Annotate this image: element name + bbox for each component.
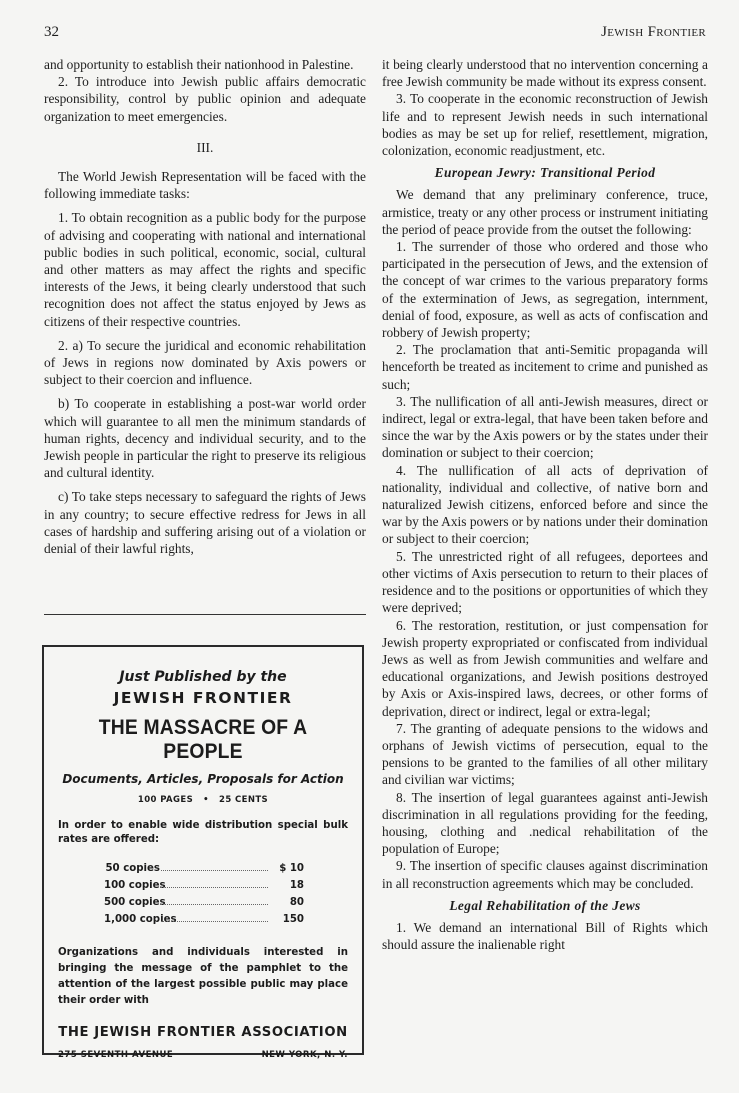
ad-pages: 100 PAGES bbox=[137, 795, 194, 805]
section-subhead: European Jewry: Transitional Period bbox=[434, 165, 656, 181]
list-item: 8. The insertion of legal guarantees against anti-Jewish discrimination in all regulations providing for the feeding, housing, clothing and .nedical rehabilitation of the population of Europe; bbox=[382, 789, 708, 857]
paragraph: it being clearly understood that no intervention concerning a free Jewish community be made without its express consent. bbox=[382, 57, 708, 90]
ad-title: THE MASSACRE OF A PEOPLE bbox=[98, 716, 308, 763]
list-item: 5. The unrestricted right of all refugees, deportees and other victims of Axis persecution to return to their places of residence and to the positions or opportunities of which they were deprived; bbox=[382, 548, 708, 616]
ad-street: 275 SEVENTH AVENUE bbox=[58, 1050, 174, 1060]
dot-leader bbox=[161, 887, 268, 888]
list-item: 6. The restoration, restitution, or just compensation for Jewish property expropriated or confiscated from individual Jews as well as from Jewish communities and welfare and educational organizations, and Jewish positions destroyed by Axis or Axis-inspired laws, decrees, or other forms of deprivation, direct or indirect, legal or extra-legal; bbox=[382, 617, 708, 719]
list-item: 7. The granting of adequate pensions to the widows and orphans of Jewish victims of persecution, equal to the pensions to be granted to the families of all other military and civilian war victims; bbox=[382, 720, 708, 788]
ad-meta bbox=[44, 795, 362, 805]
advertisement-box bbox=[42, 645, 364, 1060]
list-item: 1. The surrender of those who ordered and those who participated in the persecution of Jews, and the extension of the concept of war crimes to the various preparatory forms of the extermination of Jews, as segregation, internment, denial of food, exposure, as well as acts of confiscation and robbery of Jewish property; bbox=[382, 239, 708, 341]
rate-amount: 80 bbox=[289, 897, 304, 908]
list-item: 3. The nullification of all anti-Jewish measures, direct or indirect, legal or extra-legal, that have been taken before and since the war by the Axis powers or by the states under their domination or subject to their coercion; bbox=[382, 393, 708, 461]
rate-row bbox=[104, 914, 304, 931]
left-column bbox=[44, 56, 366, 557]
section-subhead: Legal Rehabilitation of the Jews bbox=[449, 897, 641, 913]
paragraph: 3. To cooperate in the economic reconstruction of Jewish life and to represent Jewish needs in such international bodies as may be set up for relief, resettlement, migration, colonization, economic readjustment, etc. bbox=[382, 91, 708, 159]
rate-quantity: 50 copies bbox=[105, 863, 160, 874]
rate-amount: 150 bbox=[282, 914, 304, 925]
ad-subtitle: Documents, Articles, Proposals for Action bbox=[62, 772, 344, 786]
ad-address bbox=[58, 1050, 348, 1060]
dot-leader bbox=[161, 921, 268, 922]
bulk-rate-table bbox=[104, 863, 304, 931]
paragraph: 2. a) To secure the juridical and economic rehabilitation of Jews in regions now dominated by Axis powers or subject to their coercion and influence. bbox=[44, 337, 366, 388]
ad-intro: In order to enable wide distribution special bulk rates are offered: bbox=[58, 820, 348, 845]
page-number: 32 bbox=[44, 24, 59, 40]
dot-leader bbox=[161, 870, 268, 871]
ad-city: NEW YORK, N. Y. bbox=[261, 1050, 348, 1060]
paragraph: c) To take steps necessary to safeguard the rights of Jews in any country; to secure effective redress for Jews in all cases of hardship and suffering arising out of a violation or denial of their lawful rights, bbox=[44, 489, 366, 557]
rate-quantity: 500 copies bbox=[104, 897, 166, 908]
column-divider-rule bbox=[44, 614, 366, 615]
paragraph: 1. We demand an international Bill of Rights which should assure the inalienable right bbox=[382, 919, 708, 953]
paragraph: 1. To obtain recognition as a public body for the purpose of advising and cooperating with national and international public bodies in such political, economic, social, cultural and other matters as may affect the rights and specific interests of the Jews, it being clearly understood that such recognition does not affect the status enjoyed by Jews as citizens of their respective countries. bbox=[44, 210, 366, 329]
rate-amount: 18 bbox=[289, 880, 304, 891]
ad-price: 25 CENTS bbox=[219, 795, 269, 805]
rate-row bbox=[104, 863, 304, 880]
right-column bbox=[382, 56, 708, 953]
paragraph: b) To cooperate in establishing a post-war world order which will guarantee to all men the minimum standards of human rights, decency and individual security, and to the Jewish people in particular the right to preserve its religious and cultural identity. bbox=[44, 396, 366, 481]
paragraph: 2. To introduce into Jewish public affairs democratic responsibility, control by public opinion and adequate organization to meet emergencies. bbox=[44, 74, 366, 124]
rate-quantity: 100 copies bbox=[104, 880, 166, 891]
ad-publisher: JEWISH FRONTIER bbox=[113, 689, 293, 707]
list-item: 2. The proclamation that anti-Semitic propaganda will henceforth be treated as incitement to crime and punished as such; bbox=[382, 342, 708, 392]
ad-kicker: Just Published by the bbox=[119, 669, 287, 685]
paragraph: The World Jewish Representation will be faced with the following immediate tasks: bbox=[44, 169, 366, 202]
rate-amount: $ 10 bbox=[279, 863, 304, 874]
dot-leader bbox=[161, 904, 268, 905]
section-number: III. bbox=[196, 139, 214, 155]
rate-row bbox=[104, 897, 304, 914]
paragraph: and opportunity to establish their nationhood in Palestine. bbox=[44, 57, 354, 72]
ad-association: THE JEWISH FRONTIER ASSOCIATION bbox=[58, 1025, 348, 1040]
rate-quantity: 1,000 copies bbox=[104, 914, 177, 925]
ad-body: Organizations and individuals interested in bringing the message of the pamphlet to the attention of the largest possible public may place their order with bbox=[58, 947, 348, 1006]
list-item: 9. The insertion of specific clauses against discrimination in all reconstruction agreements which may be concluded. bbox=[382, 858, 708, 891]
paragraph: We demand that any preliminary conference, truce, armistice, treaty or any other process or instrument initiating the period of peace provide from the outset the following: bbox=[382, 187, 708, 237]
running-head: Jewish Frontier bbox=[601, 24, 706, 40]
list-item: 4. The nullification of all acts of deprivation of nationality, individual and collective, of native born and naturalized Jewish citizens, enforced before and since the war by the Axis powers or by nations under their domination or subject to their coercion; bbox=[382, 462, 708, 547]
bullet-separator: • bbox=[203, 795, 209, 805]
rate-row bbox=[104, 880, 304, 897]
